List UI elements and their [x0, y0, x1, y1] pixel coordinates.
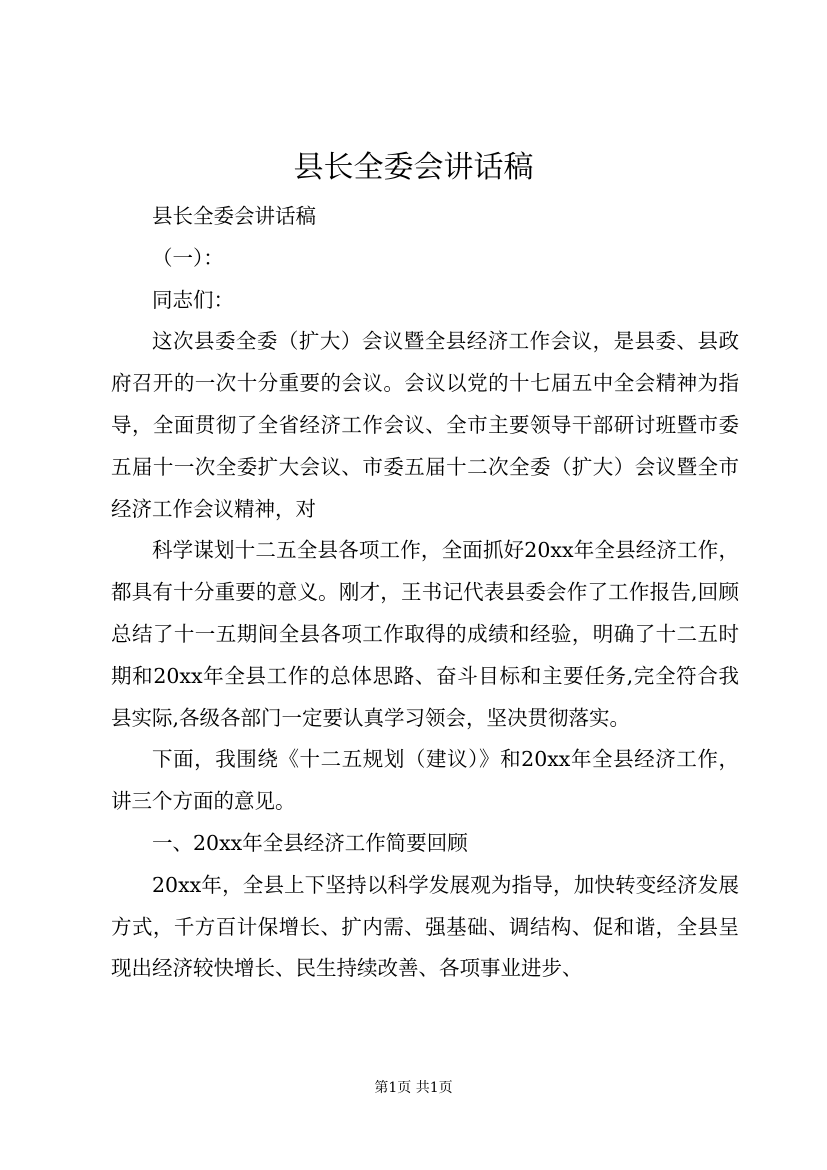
paragraph-salutation: 同志们： [152, 287, 234, 312]
document-body [111, 196, 739, 990]
paragraph-outline: 下面，我围绕《十二五规划（建议）》和20xx年全县经济工作，讲三个方面的意见。 [111, 747, 739, 814]
paragraph-section-marker: （一）： [152, 245, 224, 270]
paragraph-significance: 科学谋划十二五全县各项工作，全面抓好20xx年全县经济工作，都具有十分重要的意义。刚才，王书记代表县委会作了工作报告,回顾总结了十一五期间全县各项工作取得的成绩和经验，明确了十二五时期和20xx年全县工作的总体思路、奋斗目标和主要任务,完全符合我县实际,各级各部门一定要认真学习领会，坚决贯彻落实。 [111, 538, 739, 730]
paragraph-meeting-intro: 这次县委全委（扩大）会议暨全县经济工作会议，是县委、县政府召开的一次十分重要的会议。会议以党的十七届五中全会精神为指导，全面贯彻了全省经济工作会议、全市主要领导干部研讨班暨市委五届十一次全委扩大会议、市委五届十二次全委（扩大）会议暨全市经济工作会议精神，对 [111, 329, 739, 521]
page-footer: 第1页 共1页 [374, 1080, 453, 1096]
paragraph-subtitle: 县长全委会讲话稿 [152, 204, 316, 228]
paragraph-review: 20xx年，全县上下坚持以科学发展观为指导，加快转变经济发展方式，千方百计保增长、扩内需、强基础、调结构、促和谐，全县呈现出经济较快增长、民生持续改善、各项事业进步、 [111, 872, 739, 981]
paragraph-section-heading: 一、20xx年全县经济工作简要回顾 [152, 830, 468, 855]
document-title: 县长全委会讲话稿 [293, 150, 534, 185]
